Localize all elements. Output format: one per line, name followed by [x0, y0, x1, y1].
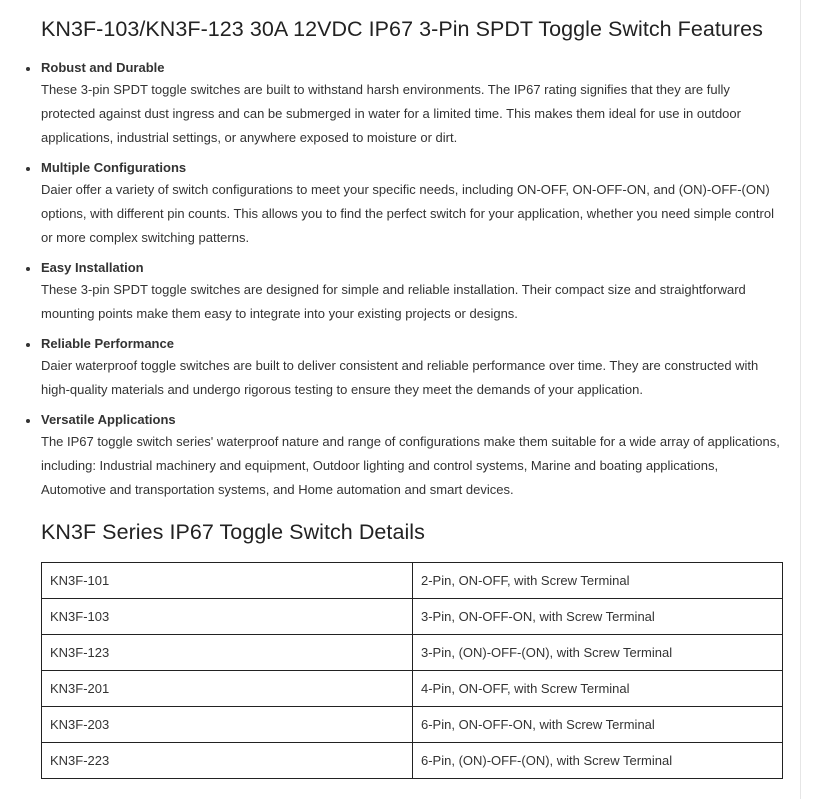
feature-title: Multiple Configurations: [41, 160, 187, 175]
spec-cell: 2-Pin, ON-OFF, with Screw Terminal: [413, 563, 783, 599]
spec-cell: 3-Pin, ON-OFF-ON, with Screw Terminal: [413, 599, 783, 635]
feature-description: These 3-pin SPDT toggle switches are built to withstand harsh environments. The IP67 rating signifies that they are fully protected against dust ingress and can be submerged in water for a limited time. This makes them ideal for use in outdoor applications, industrial settings, or anywhere exposed to moisture or dirt.: [41, 82, 741, 145]
feature-item-reliable-performance: [41, 333, 786, 402]
features-list: [41, 57, 786, 509]
table-row: [42, 599, 783, 635]
details-table: [41, 562, 783, 779]
table-row: [42, 563, 783, 599]
features-heading: KN3F-103/KN3F-123 30A 12VDC IP67 3-Pin SPDT Toggle Switch Features: [41, 17, 763, 41]
spec-cell: 6-Pin, ON-OFF-ON, with Screw Terminal: [413, 707, 783, 743]
feature-title: Robust and Durable: [41, 60, 165, 75]
feature-description: These 3-pin SPDT toggle switches are designed for simple and reliable installation. Their compact size and straightforward mounting points make them easy to integrate into your existing projects or designs.: [41, 282, 746, 321]
feature-item-versatile-applications: [41, 409, 786, 502]
model-cell: KN3F-101: [42, 563, 413, 599]
feature-item-multiple-configurations: [41, 157, 786, 250]
feature-title: Versatile Applications: [41, 412, 176, 427]
feature-title: Easy Installation: [41, 260, 144, 275]
details-heading: KN3F Series IP67 Toggle Switch Details: [41, 520, 425, 544]
feature-description: Daier waterproof toggle switches are built to deliver consistent and reliable performance over time. They are constructed with high-quality materials and undergo rigorous testing to ensure they meet the demands of your application.: [41, 358, 759, 397]
model-cell: KN3F-123: [42, 635, 413, 671]
table-row: [42, 707, 783, 743]
feature-item-robust-durable: [41, 57, 786, 150]
table-row: [42, 671, 783, 707]
spec-cell: 6-Pin, (ON)-OFF-(ON), with Screw Terminal: [413, 743, 783, 779]
table-row: [42, 743, 783, 779]
feature-description: The IP67 toggle switch series' waterproof nature and range of configurations make them suitable for a wide array of applications, including: Industrial machinery and equipment, Outdoor lighting and control systems, Marine and boating applications, Automotive and transportation systems, and Home automation and smart devices.: [41, 434, 780, 497]
model-cell: KN3F-201: [42, 671, 413, 707]
feature-description: Daier offer a variety of switch configurations to meet your specific needs, including ON-OFF, ON-OFF-ON, and (ON)-OFF-(ON) options, with different pin counts. This allows you to find the perfect switch for your application, whether you need simple control or more complex switching patterns.: [41, 182, 774, 245]
model-cell: KN3F-203: [42, 707, 413, 743]
spec-cell: 4-Pin, ON-OFF, with Screw Terminal: [413, 671, 783, 707]
model-cell: KN3F-103: [42, 599, 413, 635]
page-edge-divider: [800, 0, 801, 799]
table-row: [42, 635, 783, 671]
feature-title: Reliable Performance: [41, 336, 174, 351]
spec-cell: 3-Pin, (ON)-OFF-(ON), with Screw Terminal: [413, 635, 783, 671]
feature-item-easy-installation: [41, 257, 786, 326]
model-cell: KN3F-223: [42, 743, 413, 779]
